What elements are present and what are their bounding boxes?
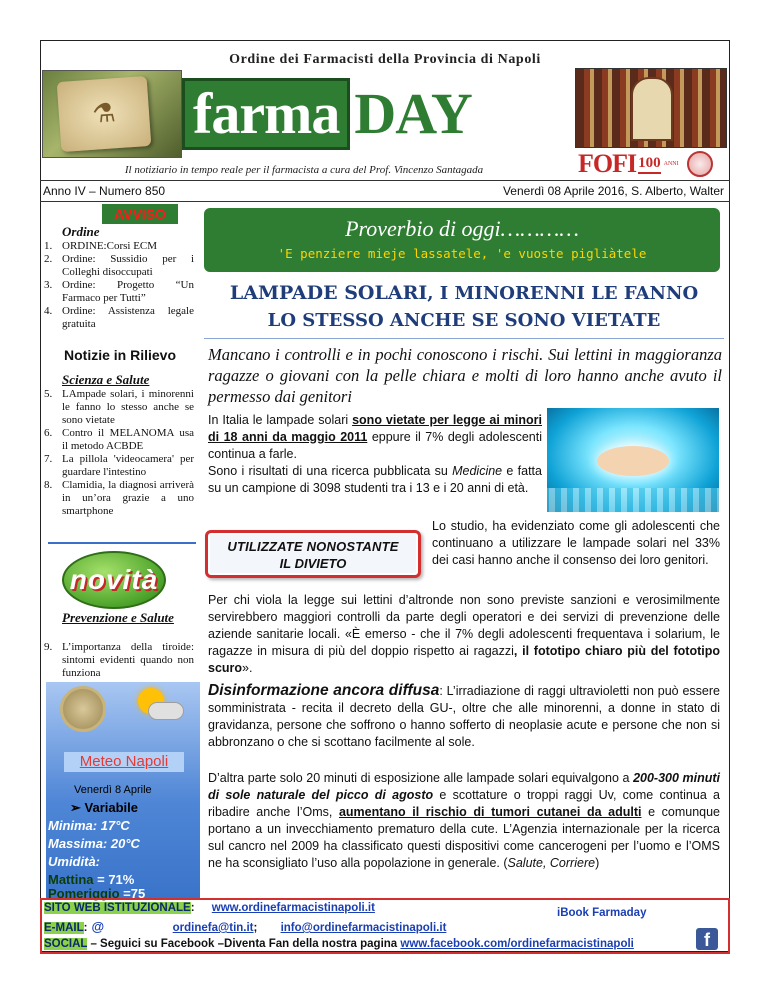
headline-rule (204, 338, 724, 339)
list-item[interactable] (44, 240, 194, 253)
item-text: Ordine: Assistenza legale gratuita (62, 305, 194, 330)
item-number: 2. (44, 253, 53, 265)
meteo-minima (48, 818, 130, 833)
text-run: ». (242, 661, 253, 675)
masthead-photo-right (575, 68, 727, 148)
headline-line1 (204, 280, 724, 307)
ibook-link[interactable]: iBook Farmaday (557, 907, 647, 919)
item-number: 3. (44, 279, 53, 291)
text-run-underlined: sono vietate per legge ai minori di 18 anni da maggio 2011 (208, 413, 542, 444)
ordine-list (44, 240, 194, 331)
issue-bar (40, 180, 730, 202)
meteo-date: Venerdì 8 Aprile (74, 784, 152, 796)
headline-strong: LAMPADE SOLARI (229, 282, 428, 304)
massima-value: 20°C (110, 836, 140, 851)
text-run: In Italia le lampade solari (208, 413, 353, 427)
pomeriggio-value: =75 (123, 886, 146, 901)
item-number: 9. (44, 641, 53, 653)
text-run: e scottature o troppi raggi Uv, come continua a ribadire anche l’Oms, (208, 788, 720, 819)
novita-label: novità (69, 564, 159, 595)
footer-email-row (44, 920, 446, 934)
email-colon: : (83, 922, 88, 934)
divider (48, 542, 196, 544)
meteo-mattina (48, 872, 134, 887)
farmaday-logo (182, 78, 522, 150)
text-run: e comunque portano a un invecchiamento prematuro della cute. L’Agenzia internazionale per la ricerca sul cancro nel 2009 ha classificato questi dispositivi come cancerogeni per l’uomo e l’OMS ne ha sconsigliato l’uso alla popolazione in generale. ( (208, 805, 720, 870)
item-text: Ordine: Sussidio per i Colleghi disoccupati (62, 253, 194, 278)
article-paragraph (208, 682, 720, 751)
text-run: ) (595, 856, 600, 870)
item-number: 5. (44, 388, 53, 400)
article-headline (204, 280, 724, 334)
fofi-anni: ANNI (663, 160, 679, 167)
article-paragraph (208, 412, 542, 497)
notizie-heading: Notizie in Rilievo (64, 347, 177, 363)
email-separator: ; (253, 922, 258, 934)
pomeriggio-label: Pomeriggio (48, 886, 120, 901)
social-text: – Seguici su Facebook –Diventa Fan della nostra pagina (87, 938, 401, 950)
text-run: D’altra parte solo 20 minuti di esposizione alle lampade solari equivalgono a (208, 771, 634, 785)
text-run: Per chi viola la legge sui lettini d’altronde non sono previste sanzioni e verosimilmente servirebbero maggiori controlli da parte degli operatori e dei servizi di prevenzione delle aziende sanitarie locali. «È emerso - che il 7% degli adolescenti frequentava i solarium, le ragazze in misura di più del doppio rispetto ai ragazzi (208, 593, 720, 658)
minima-label: Minima: (48, 818, 98, 833)
meteo-umidita: Umidità: (48, 854, 100, 869)
article-lead: Mancano i controlli e in pochi conoscono i rischi. Sui lettini in maggioranza ragazze o giovani con la pelle chiara e molti di loro hanno anche avuto il permesso dai genitori (208, 345, 722, 406)
org-title: Ordine dei Farmacisti della Provincia di Napoli (229, 52, 541, 67)
callout-line1: UTILIZZATE NONOSTANTE (227, 539, 399, 554)
text-run: e fatta su un campione di 3098 studenti tra i 13 e i 20 anni di età. (208, 464, 542, 495)
article-paragraph: Lo studio, ha evidenziato come gli adolescenti che continuano a utilizzare le lampade solari nel 33% dei casi hanno anche il consenso dei loro genitori. (432, 519, 720, 567)
mattina-value: = 71% (97, 872, 135, 887)
item-number: 1. (44, 240, 53, 252)
item-number: 7. (44, 453, 53, 465)
coin-seal-icon (60, 686, 106, 732)
proverb-text: 'E penziere mieje lassatele, 'e vuoste pigliàtele (277, 246, 647, 261)
article-paragraph (208, 592, 720, 677)
source-citation: Salute, Corriere (507, 856, 596, 870)
journal-name: Medicine (452, 464, 503, 478)
tanning-bed-photo (547, 408, 719, 512)
item-text: Ordine: Progetto “Un Farmaco per Tutti” (62, 279, 194, 304)
logo-farma: farma (182, 78, 350, 150)
facebook-link[interactable]: www.facebook.com/ordinefarmacistinapoli (400, 938, 634, 950)
email-label: E-MAIL (44, 922, 84, 934)
item-text: La pillola 'videocamera' per guardare l'intestino (62, 453, 194, 478)
item-number: 4. (44, 305, 53, 317)
prevenzione-list (44, 641, 194, 680)
text-run: eppure il 7% degli adolescenti continua a farle. (208, 430, 542, 461)
list-item[interactable] (44, 388, 194, 427)
subheading: Disinformazione ancora diffusa (208, 682, 440, 699)
avviso-badge: AVVISO (102, 204, 178, 224)
proverb-box (204, 208, 720, 272)
meteo-panel (46, 682, 200, 899)
text-run: : L’irradiazione di raggi ultravioletti non può essere somministrata - recita il decreto della GU-, oltre che alle minorenni, a donne in stato di gravidanza, persone che soffrono o hanno sofferto di neoplasie acute e persone che non si abbronzano o che si scottano facilmente al sole. (208, 684, 720, 749)
list-item[interactable] (44, 641, 194, 680)
callout-line2: IL DIVIETO (279, 556, 347, 571)
email-link-2[interactable]: info@ordinefarmacistinapoli.it (280, 922, 447, 934)
prevenzione-heading: Prevenzione e Salute (62, 610, 174, 625)
cloud-icon (148, 702, 184, 720)
fofi-logo (578, 148, 728, 180)
ordine-heading: Ordine (62, 224, 100, 239)
item-number: 6. (44, 427, 53, 439)
headline-line2: LO STESSO ANCHE SE SONO VIETATE (267, 310, 661, 331)
item-text: Contro il MELANOMA usa il metodo ACBDE (62, 427, 194, 452)
fofi-100: 100 (638, 155, 661, 174)
masthead-photo-left (42, 70, 182, 158)
logo-day: DAY (350, 78, 475, 150)
list-item[interactable] (44, 479, 194, 518)
site-link[interactable]: www.ordinefarmacistinapoli.it (211, 902, 375, 914)
sun-cloud-icon (138, 688, 184, 724)
site-label: SITO WEB ISTITUZIONALE (44, 902, 191, 914)
parchment-image (57, 76, 152, 152)
issue-date: Venerdì 08 Aprile 2016, S. Alberto, Walter (502, 184, 724, 198)
meteo-title[interactable]: Meteo Napoli (64, 752, 184, 772)
massima-label: Massima: (48, 836, 108, 851)
item-text: Clamidia, la diagnosi arriverà in un’ora grazie a uno smartphone (62, 479, 194, 517)
mattina-label: Mattina (48, 872, 94, 887)
item-number: 8. (44, 479, 53, 491)
headline-rest: , I MINORENNI LE FANNO (427, 283, 699, 304)
list-item[interactable] (44, 305, 194, 331)
scroll-icon: ⚗ (91, 98, 117, 129)
item-text: LAmpade solari, i minorenni le fanno lo stesso anche se sono vietate (62, 388, 194, 426)
site-colon: : (190, 902, 195, 914)
callout-box (205, 530, 421, 578)
footer-social-row (44, 938, 634, 950)
text-run-bold-italic: 200-300 minuti di sole naturale del picco di agosto (208, 771, 721, 802)
text-run-underlined: aumentano il rischio di tumori cutanei da adulti (338, 805, 642, 819)
fofi-text: FOFI (578, 149, 637, 178)
meteo-massima (48, 836, 140, 851)
item-text: L’importanza della tiroide: sintomi evidenti quando non funziona (62, 641, 194, 679)
article-paragraph (208, 770, 720, 872)
email-link-1[interactable]: ordinefa@tin.it (172, 922, 254, 934)
text-run: Sono i risultati di una ricerca pubblicata su (208, 464, 453, 478)
text-run-bold: , il fototipo chiaro più del fototipo scuro (208, 644, 721, 675)
tagline: Il notiziario in tempo reale per il farmacista a cura del Prof. Vincenzo Santagada (124, 164, 484, 176)
proverb-title: Proverbio di oggi………… (345, 216, 579, 241)
at-icon: @ (91, 919, 105, 934)
meteo-condition: ➢ Variabile (70, 800, 138, 815)
issue-number: Anno IV – Numero 850 (43, 184, 166, 198)
footer (40, 898, 730, 954)
scienza-list (44, 388, 194, 518)
minima-value: 17°C (100, 818, 130, 833)
list-item[interactable] (44, 279, 194, 305)
seal-icon (687, 151, 713, 177)
item-text: ORDINE:Corsi ECM (62, 240, 158, 252)
list-item[interactable] (44, 253, 194, 279)
footer-site-row (44, 902, 375, 914)
novita-badge (62, 551, 166, 609)
facebook-icon[interactable]: f (696, 928, 718, 950)
sidebar (42, 204, 196, 899)
scienza-heading: Scienza e Salute (62, 372, 150, 387)
list-item[interactable] (44, 453, 194, 479)
list-item[interactable] (44, 427, 194, 453)
social-label: SOCIAL (44, 938, 88, 950)
